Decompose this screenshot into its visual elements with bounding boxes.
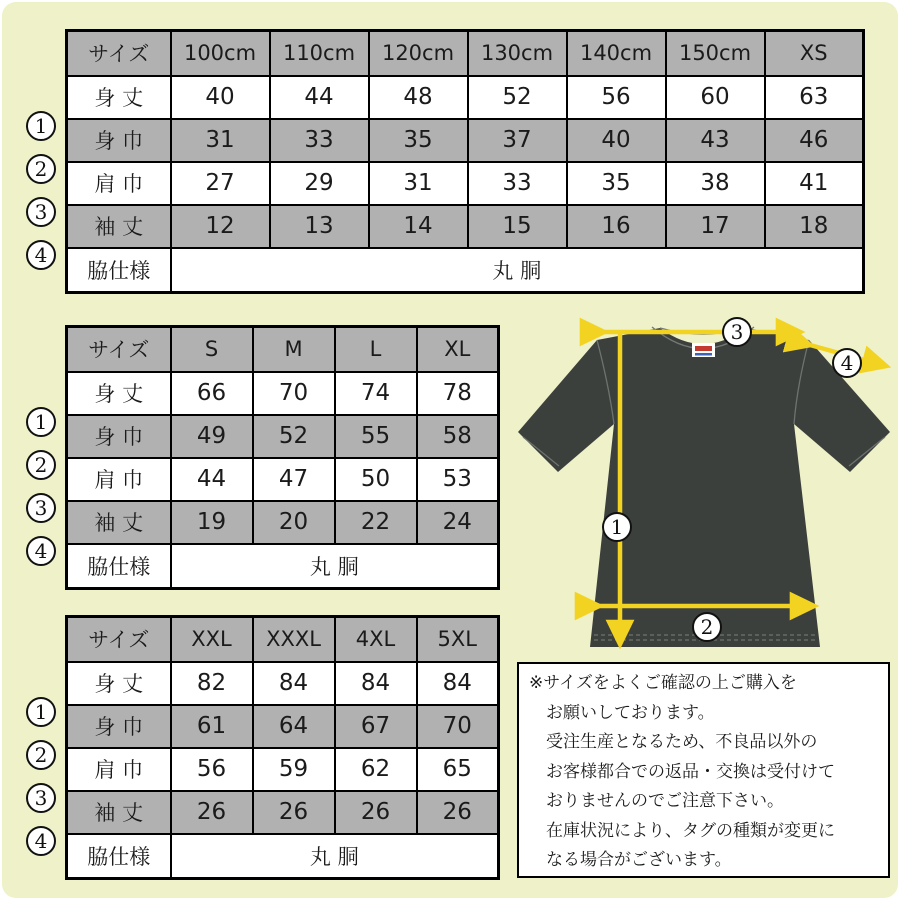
brand-tag-logo — [695, 346, 712, 351]
size-header-cell: S — [171, 327, 253, 372]
circled-number-marker: 4 — [26, 826, 56, 856]
circled-number-marker: 2 — [26, 740, 56, 770]
side-spec-value-cell: 丸 胴 — [171, 834, 499, 879]
row-marker-column — [20, 615, 65, 877]
size-header-cell: 5XL — [417, 617, 499, 662]
size-header-cell: XXXL — [253, 617, 335, 662]
circled-number-marker: 2 — [26, 154, 56, 184]
note-line: 受注生産となるため、不良品以外の — [546, 732, 818, 752]
circled-number-marker: 3 — [722, 317, 752, 347]
measure-label-cell: 身 巾 — [67, 119, 171, 162]
measure-value-cell: 43 — [666, 119, 765, 162]
side-spec-label-cell: 脇仕様 — [67, 248, 171, 293]
note-line: なる場合がございます。 — [546, 850, 732, 870]
measure-value-cell: 31 — [171, 119, 270, 162]
measure-value-cell: 78 — [417, 372, 499, 415]
size-header-cell: L — [335, 327, 417, 372]
measure-row — [67, 162, 864, 205]
measure-value-cell: 70 — [417, 705, 499, 748]
side-spec-value-cell: 丸 胴 — [171, 544, 499, 589]
circled-number-marker: 1 — [26, 111, 56, 141]
size-header-cell: 140cm — [567, 31, 666, 76]
measure-label-cell: 袖 丈 — [67, 501, 171, 544]
measure-value-cell: 27 — [171, 162, 270, 205]
measure-value-cell: 74 — [335, 372, 417, 415]
side-spec-label-cell: 脇仕様 — [67, 544, 171, 589]
measure-row — [67, 76, 864, 119]
circled-number-marker: 4 — [832, 348, 862, 378]
measure-value-cell: 65 — [417, 748, 499, 791]
measure-value-cell: 20 — [253, 501, 335, 544]
measure-value-cell: 18 — [765, 205, 864, 248]
measure-value-cell: 26 — [253, 791, 335, 834]
circled-number-marker: 4 — [26, 536, 56, 566]
size-header-cell: XL — [417, 327, 499, 372]
measure-value-cell: 16 — [567, 205, 666, 248]
measure-label-cell: 身 巾 — [67, 415, 171, 458]
size-table-kids — [65, 29, 865, 294]
measure-value-cell: 58 — [417, 415, 499, 458]
measure-row — [67, 415, 499, 458]
note-line: お願いしております。 — [546, 702, 715, 723]
row-marker-column — [20, 325, 65, 587]
tshirt-body — [518, 328, 890, 647]
measure-value-cell: 37 — [468, 119, 567, 162]
note-box — [517, 662, 890, 878]
size-label-header-cell: サイズ — [67, 31, 171, 76]
measure-value-cell: 40 — [567, 119, 666, 162]
measure-value-cell: 84 — [335, 662, 417, 705]
measure-label-cell: 身 丈 — [67, 372, 171, 415]
measure-label-cell: 身 巾 — [67, 705, 171, 748]
measure-value-cell: 14 — [369, 205, 468, 248]
measure-value-cell: 53 — [417, 458, 499, 501]
measure-value-cell: 64 — [253, 705, 335, 748]
circled-number-marker: 4 — [26, 240, 56, 270]
note-line: おりませんのでご注意下さい。 — [546, 791, 784, 811]
measure-value-cell: 59 — [253, 748, 335, 791]
row-marker-column — [20, 29, 65, 291]
size-label-header-cell: サイズ — [67, 617, 171, 662]
measure-row — [67, 205, 864, 248]
measure-value-cell: 35 — [567, 162, 666, 205]
measure-value-cell: 52 — [468, 76, 567, 119]
measure-value-cell: 22 — [335, 501, 417, 544]
measure-label-cell: 肩 巾 — [67, 162, 171, 205]
measure-label-cell: 袖 丈 — [67, 205, 171, 248]
size-header-cell: M — [253, 327, 335, 372]
measure-value-cell: 67 — [335, 705, 417, 748]
measure-value-cell: 12 — [171, 205, 270, 248]
measure-value-cell: 13 — [270, 205, 369, 248]
measure-label-cell: 肩 巾 — [67, 748, 171, 791]
measure-value-cell: 47 — [253, 458, 335, 501]
measure-value-cell: 60 — [666, 76, 765, 119]
measure-value-cell: 52 — [253, 415, 335, 458]
measure-value-cell: 49 — [171, 415, 253, 458]
measure-value-cell: 38 — [666, 162, 765, 205]
side-spec-value-cell: 丸 胴 — [171, 248, 864, 293]
measure-value-cell: 41 — [765, 162, 864, 205]
measure-row — [67, 119, 864, 162]
measure-value-cell: 24 — [417, 501, 499, 544]
size-header-cell: 100cm — [171, 31, 270, 76]
measure-value-cell: 26 — [417, 791, 499, 834]
circled-number-marker: 3 — [26, 197, 56, 227]
measure-value-cell: 61 — [171, 705, 253, 748]
note-line: お客様都合での返品・交換は受付けて — [546, 761, 835, 782]
measure-value-cell: 26 — [335, 791, 417, 834]
size-table-adult — [65, 325, 500, 590]
circled-number-marker: 1 — [602, 512, 632, 542]
size-header-cell: 110cm — [270, 31, 369, 76]
measure-label-cell: 肩 巾 — [67, 458, 171, 501]
measure-value-cell: 56 — [171, 748, 253, 791]
measure-value-cell: 56 — [567, 76, 666, 119]
circled-number-marker: 2 — [692, 612, 722, 642]
measure-value-cell: 50 — [335, 458, 417, 501]
measure-value-cell: 26 — [171, 791, 253, 834]
size-table-adult-section — [20, 325, 500, 590]
circled-number-marker: 1 — [26, 697, 56, 727]
size-label-header-cell: サイズ — [67, 327, 171, 372]
measure-row — [67, 705, 499, 748]
note-line: 在庫状況により、タグの種類が変更に — [546, 820, 835, 841]
measure-value-cell: 63 — [765, 76, 864, 119]
measure-value-cell: 17 — [666, 205, 765, 248]
size-header-cell: 4XL — [335, 617, 417, 662]
measure-row — [67, 662, 499, 705]
size-table-kids-section — [20, 29, 865, 294]
measure-value-cell: 33 — [270, 119, 369, 162]
size-header-cell: XS — [765, 31, 864, 76]
measure-row — [67, 501, 499, 544]
measure-value-cell: 31 — [369, 162, 468, 205]
measure-value-cell: 48 — [369, 76, 468, 119]
measure-row — [67, 458, 499, 501]
measure-value-cell: 84 — [417, 662, 499, 705]
measure-value-cell: 35 — [369, 119, 468, 162]
measure-value-cell: 19 — [171, 501, 253, 544]
size-table-large — [65, 615, 500, 880]
side-spec-label-cell: 脇仕様 — [67, 834, 171, 879]
size-header-cell: 120cm — [369, 31, 468, 76]
note-line: ※サイズをよくご確認の上ご購入を — [529, 673, 797, 693]
measure-row — [67, 748, 499, 791]
size-header-cell: 150cm — [666, 31, 765, 76]
measure-row — [67, 372, 499, 415]
measure-value-cell: 66 — [171, 372, 253, 415]
measure-value-cell: 70 — [253, 372, 335, 415]
measure-value-cell: 82 — [171, 662, 253, 705]
measure-value-cell: 44 — [171, 458, 253, 501]
measure-label-cell: 袖 丈 — [67, 791, 171, 834]
circled-number-marker: 3 — [26, 783, 56, 813]
brand-tag-line — [695, 353, 712, 356]
measure-value-cell: 40 — [171, 76, 270, 119]
measure-value-cell: 55 — [335, 415, 417, 458]
measure-value-cell: 46 — [765, 119, 864, 162]
measure-value-cell: 33 — [468, 162, 567, 205]
circled-number-marker: 2 — [26, 450, 56, 480]
size-table-large-section — [20, 615, 500, 880]
measure-label-cell: 身 丈 — [67, 76, 171, 119]
size-header-cell: 130cm — [468, 31, 567, 76]
measure-value-cell: 15 — [468, 205, 567, 248]
measure-value-cell: 44 — [270, 76, 369, 119]
circled-number-marker: 3 — [26, 493, 56, 523]
measure-value-cell: 62 — [335, 748, 417, 791]
circled-number-marker: 1 — [26, 407, 56, 437]
measure-value-cell: 29 — [270, 162, 369, 205]
measure-row — [67, 791, 499, 834]
measure-value-cell: 84 — [253, 662, 335, 705]
size-header-cell: XXL — [171, 617, 253, 662]
measure-label-cell: 身 丈 — [67, 662, 171, 705]
